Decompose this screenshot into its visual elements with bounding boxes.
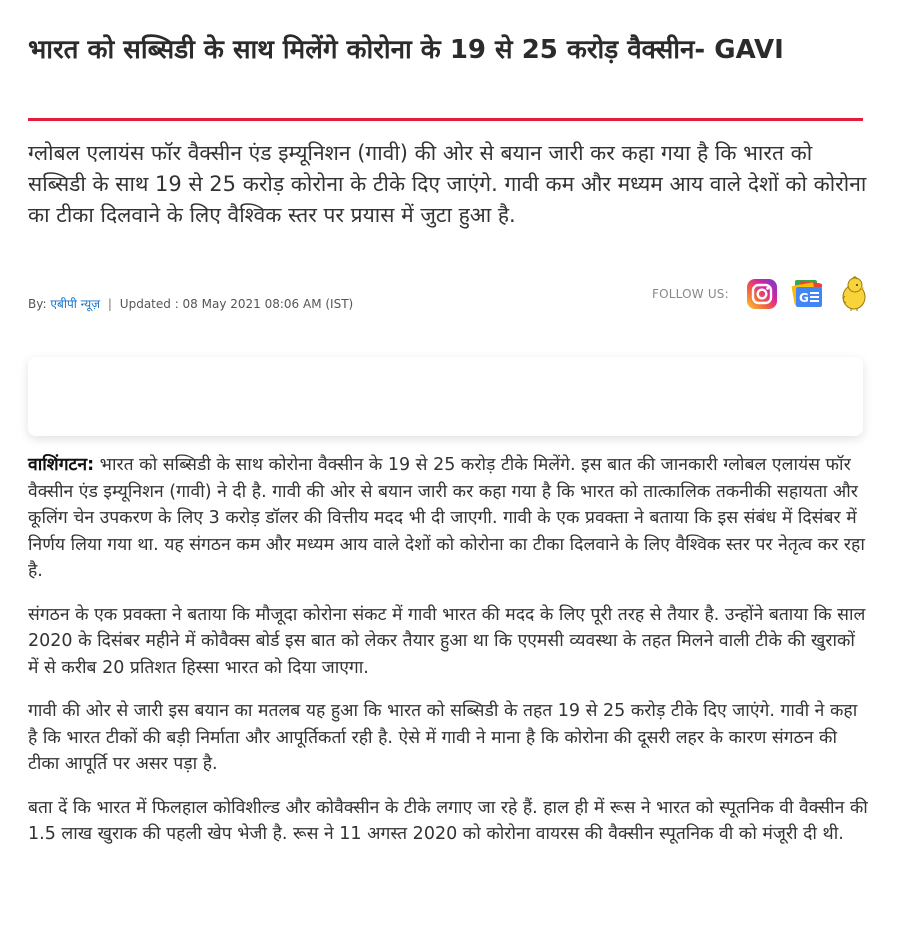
meta-separator: | bbox=[107, 297, 112, 311]
koo-icon[interactable] bbox=[837, 277, 871, 311]
paragraph-text: भारत को सब्सिडी के साथ कोरोना वैक्सीन के 19 से 25 करोड़ टीके मिलेंगे. इस बात की जानकारी ग्लोबल एलायंस फॉर वैक्सीन एंड इम्यूनिशन (गावी) ने दी है. गावी की ओर से बयान जारी कर कहा गया है कि भारत को तात्कालिक तकनीकी सहायता और कूलिंग चेन उपकरण के लिए 3 करोड़ डॉलर की वित्तीय मदद भी दी जाएगी. गावी के एक प्रवक्ता ने बताया कि इस संबंध में दिसंबर में निर्णय लिया गया था. यह संगठन कम और मध्यम आय वाले देशों को कोरोना का टीका दिलवाने के लिए वैश्विक स्तर पर नेतृत्व कर रहा है. bbox=[28, 455, 865, 581]
by-label: By: bbox=[28, 297, 47, 311]
article-summary: ग्लोबल एलायंस फॉर वैक्सीन एंड इम्यूनिशन (गावी) की ओर से बयान जारी कर कहा गया है कि भारत को सब्सिडी के साथ 19 से 25 करोड़ कोरोना के टीके दिए जाएंगे. गावी कम और मध्यम आय वाले देशों को कोरोना का टीका दिलवाने के लिए वैश्विक स्तर पर प्रयास में जुटा हुआ है. bbox=[28, 141, 867, 227]
svg-text:G: G bbox=[798, 291, 809, 305]
follow-us-bar bbox=[652, 274, 871, 314]
ad-placeholder bbox=[28, 357, 863, 436]
article-paragraph: गावी की ओर से जारी इस बयान का मतलब यह हुआ कि भारत को सब्सिडी के तहत 19 से 25 करोड़ टीके दिए जाएंगे. गावी ने कहा है कि भारत टीकों की बड़ी निर्माता और आपूर्तिकर्ता रही है. ऐसे में गावी ने माना है कि कोरोना की दूसरी लहर के कारण संगठन की टीका आपूर्ति पर असर पड़ा है. bbox=[28, 701, 858, 774]
article-headline: भारत को सब्सिडी के साथ मिलेंगे कोरोना के 19 से 25 करोड़ वैक्सीन- GAVI bbox=[28, 35, 784, 65]
author-link[interactable]: एबीपी न्यूज़ bbox=[50, 297, 101, 311]
google-news-icon[interactable] bbox=[791, 277, 825, 311]
article-body bbox=[28, 452, 868, 865]
follow-us-label: FOLLOW US: bbox=[652, 287, 729, 301]
instagram-icon[interactable] bbox=[745, 277, 779, 311]
article-paragraph: संगठन के एक प्रवक्ता ने बताया कि मौजूदा कोरोना संकट में गावी भारत की मदद के लिए पूरी तरह से तैयार है. उन्होंने बताया कि साल 2020 के दिसंबर महीने में कोवैक्स बोर्ड इस बात को लेकर तैयार हुआ था कि एएमसी व्यवस्था के तहत मिलने वाली टीके की खुराकों में से करीब 20 प्रतिशत हिस्सा भारत को दिया जाएगा. bbox=[28, 604, 866, 678]
article-paragraph: बता दें कि भारत में फिलहाल कोविशील्ड और कोवैक्सीन के टीके लगाए जा रहे हैं. हाल ही में रूस ने भारत को स्पूतनिक वी वैक्सीन की 1.5 लाख खुराक की पहली खेप भेजी है. रूस ने 11 अगस्त 2020 को कोरोना वायरस की वैक्सीन स्पूतनिक वी को मंजूरी दी थी. bbox=[28, 797, 868, 844]
article-meta bbox=[28, 295, 353, 312]
dateline: वाशिंगटन: bbox=[28, 455, 95, 475]
headline-divider bbox=[28, 118, 863, 121]
updated-timestamp: Updated : 08 May 2021 08:06 AM (IST) bbox=[119, 297, 354, 311]
article-paragraph bbox=[28, 452, 868, 585]
